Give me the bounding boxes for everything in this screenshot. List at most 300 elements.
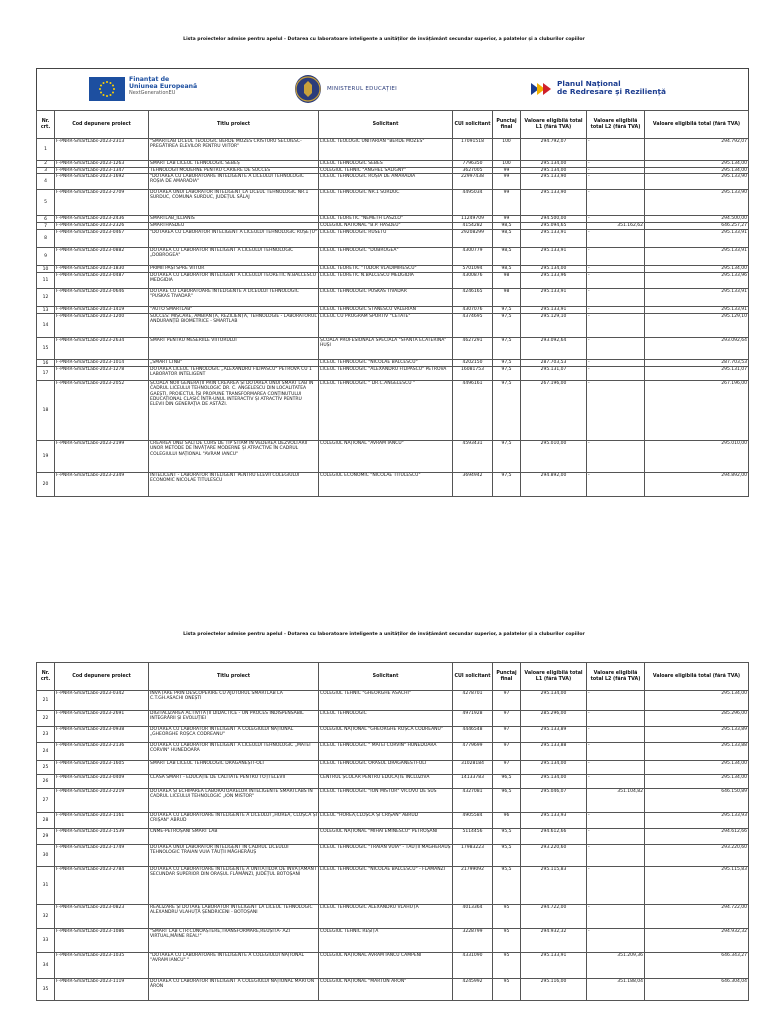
eligible-value-total-cell: 295.133,93 [645, 813, 749, 829]
project-code-cell: F-PNRR-SmartLabs-2023-1035 [55, 953, 149, 979]
eligible-value-total-cell: 295.133,88 [645, 743, 749, 761]
eligible-value-l1-cell: 295.134,00 [521, 761, 587, 775]
applicant-cell: LICEUL "HOREA,CLOȘCA ȘI CRIȘAN" ABRUD [319, 813, 453, 829]
row-number-cell: 15 [37, 338, 55, 360]
project-title-cell: SMART PENTRU MESERIILE VIITORULUI [149, 338, 319, 360]
project-title-cell: CREAREA UNEI SĂLI DE CURS DE TIP STIAM ÎN VEDEREA DEZVOLTĂRII UNOR METODE DE ÎNVĂȚARE MODERNE ȘI ATRACTIVE ÎN CADRUL COLEGIULUI NAȚIONAL "AVRAM IANCU" [149, 441, 319, 473]
applicant-cui-cell: 5701094 [453, 266, 493, 273]
eligible-value-total-cell: 293.092,64 [645, 338, 749, 360]
eligible-value-l1-cell: 267.196,00 [521, 381, 587, 441]
table-row [37, 174, 749, 190]
project-title-cell: "SMARTLAB LICEUL TEOLOGIC BERDE MOZES CRISTURU SECUIESC-PREGĂTIREA ELEVILOR PENTRU VIITOR" [149, 139, 319, 161]
eligible-value-l2-cell: - [587, 314, 645, 338]
eligible-value-l2-cell: - [587, 775, 645, 789]
applicant-cui-cell: 31028184 [453, 761, 493, 775]
project-title-cell: SMART LAB LICEUL TEHNOLOGIC SEBEȘ [149, 161, 319, 168]
row-number-cell: 19 [37, 441, 55, 473]
project-code-cell: F-PNRR-SmartLabs-2023-2313 [55, 139, 149, 161]
applicant-cui-cell: 4971928 [453, 711, 493, 727]
eligible-value-l1-cell: 295.116,00 [521, 979, 587, 1001]
applicant-cell: LICEUL TEHNOLOGIC "TRAIAN VUIA" - TĂUȚII MĂGHERĂUȘ [319, 845, 453, 867]
table-row [37, 905, 749, 929]
eligible-value-l2-cell: - [587, 813, 645, 829]
eligible-value-l1-cell: 294.500,00 [521, 216, 587, 223]
row-number-cell: 31 [37, 867, 55, 905]
applicant-cell: LICEUL TEORETIC "TUDOR VLADIMIRESCU" [319, 266, 453, 273]
project-title-cell: CNME-PETROȘANI SMART LAB [149, 829, 319, 845]
applicant-cell: LICEUL TEHNOLOGIC " MATEI CORVIN" HUNEDOARA [319, 743, 453, 761]
project-title-cell: DOTAREA CU LABORATOARE INTELIGENTE A LICEULUI „HOREA, CLOȘCA ȘI CRIȘAN" ABRUD [149, 813, 319, 829]
project-title-cell: "DOTAREA CU LABORATOARE INTELIGENTE A COLEGIULUI NAȚIONAL "AVRAM IANCU" " [149, 953, 319, 979]
eligible-value-l2-cell: - [587, 929, 645, 953]
applicant-cell: COLEGIUL ECONOMIC "NICOLAE TITULESCU" [319, 473, 453, 497]
final-score-cell: 95 [493, 953, 521, 979]
header-solicitant: Solicitant [319, 111, 453, 139]
applicant-cui-cell: 21799092 [453, 867, 493, 905]
project-code-cell: F-PNRR-SmartLabs-2023-1014 [55, 360, 149, 367]
applicant-cell: LICEUL TEHNOLOGIC NR.1 SURDUC [319, 190, 453, 216]
eligible-value-l1-cell: 295.133,96 [521, 273, 587, 289]
eligible-value-l2-cell: - [587, 338, 645, 360]
eligible-value-l1-cell: 285.296,00 [521, 711, 587, 727]
table-row [37, 360, 749, 367]
eligible-value-l2-cell: - [587, 473, 645, 497]
table-header-row [37, 663, 749, 691]
applicant-cui-cell: 3627005 [453, 168, 493, 174]
final-score-cell: 97,5 [493, 367, 521, 381]
project-title-cell: REALIZARE ȘI DOTARE LABORATOR INTELIGENT LA LICEUL TEHNOLOGIC ALEXANDRU VLAHUȚĂ ȘENDRICENI - BOTOȘANI [149, 905, 319, 929]
project-code-cell: F-PNRR-SmartLabs-2023-0823 [55, 905, 149, 929]
final-score-cell: 97,5 [493, 338, 521, 360]
project-title-cell: DOTAREA UNUI LABORATOR INTELIGENT LA LICEUL TEHNOLOGIC NR.1 SURDUC, COMUNA SURDUC, JUDEȚUL SĂLAJ [149, 190, 319, 216]
header-cui: CUI solicitant [453, 663, 493, 691]
eligible-value-total-cell: 295.133,96 [645, 273, 749, 289]
applicant-cell: COLEGIUL NATIONAL "B.P. HASDEU" [319, 223, 453, 230]
project-code-cell: F-PNRR-SmartLabs-2023-2634 [55, 338, 149, 360]
eligible-value-total-cell: 295.131,07 [645, 367, 749, 381]
row-number-cell: 26 [37, 775, 55, 789]
project-code-cell: F-PNRR-SmartLabs-2023-2784 [55, 867, 149, 905]
project-title-cell: DOTARE CU LABORATOARE INTELIGENTE A LICEULUI TEHNOLOGIC "PUSKAS TIVADAR" [149, 289, 319, 307]
project-code-cell: F-PNRR-SmartLabs-2023-0409 [55, 775, 149, 789]
applicant-cell: LICEUL CU PROGRAM SPORTIV "CETATE" [319, 314, 453, 338]
eligible-value-total-cell: 294.792,07 [645, 139, 749, 161]
final-score-cell: 97,5 [493, 307, 521, 314]
row-number-cell: 18 [37, 381, 55, 441]
applicant-cui-cell: 4331090 [453, 953, 493, 979]
project-title-cell: "DOTAREA CU LABORATOR INTELIGENT A LICEULUI TEHNOLOGIC RUȘEȚU" [149, 230, 319, 248]
eligible-value-l2-cell: 351.104,82 [587, 789, 645, 813]
table-row [37, 711, 749, 727]
final-score-cell: 97 [493, 691, 521, 711]
applicant-cell: COLEGIUL NAȚIONAL "GHEORGHE ROȘCA CODREANU" [319, 727, 453, 743]
eligible-value-total-cell: 285.296,00 [645, 711, 749, 727]
final-score-cell: 97,5 [493, 360, 521, 367]
romania-coat-of-arms-logo [295, 75, 321, 103]
eligible-value-l1-cell: 295.133,91 [521, 248, 587, 266]
eligible-value-l2-cell: - [587, 139, 645, 161]
final-score-cell: 100 [493, 161, 521, 168]
project-code-cell: F-PNRR-SmartLabs-2023-0487 [55, 273, 149, 289]
project-code-cell: F-PNRR-SmartLabs-2023-1200 [55, 314, 149, 338]
eligible-value-total-cell: 646.304,04 [645, 979, 749, 1001]
applicant-cell: LICEUL TEOLOGIC UNITARIAN "BERDE MOZES" [319, 139, 453, 161]
table-row [37, 307, 749, 314]
eligible-value-l2-cell: - [587, 905, 645, 929]
applicant-cell: LICEUL TEHNOLOGIC RUSETU [319, 230, 453, 248]
eligible-value-l2-cell: - [587, 174, 645, 190]
row-number-cell: 13 [37, 307, 55, 314]
final-score-cell: 98 [493, 289, 521, 307]
project-code-cell: F-PNRR-SmartLabs-2023-1419 [55, 307, 149, 314]
project-code-cell: F-PNRR-SmartLabs-2023-1539 [55, 829, 149, 845]
table-row [37, 441, 749, 473]
row-number-cell: 24 [37, 743, 55, 761]
row-number-cell: 16 [37, 360, 55, 367]
project-title-cell: PRIMII PAȘI SPRE VIITOR [149, 266, 319, 273]
project-code-cell: F-PNRR-SmartLabs-2023-1692 [55, 174, 149, 190]
eligible-value-l2-cell: - [587, 190, 645, 216]
eligible-value-l1-cell: 295.133,90 [521, 190, 587, 216]
applicant-cell: ȘCOALA PROFESIONALĂ SPECIALĂ "SFÂNTA ECATERINA" HUȘI [319, 338, 453, 360]
applicant-cui-cell: 14133783 [453, 775, 493, 789]
table-row [37, 223, 749, 230]
project-code-cell: F-PNRR-SmartLabs-2023-2326 [55, 223, 149, 230]
eligible-value-l1-cell: 295.133,91 [521, 230, 587, 248]
project-code-cell: F-PNRR-SmartLabs-2023-1830 [55, 266, 149, 273]
applicant-cell: LICEUL TEORETIC "NEMETH LASZLO" [319, 216, 453, 223]
table-row [37, 789, 749, 813]
eligible-value-total-cell: 295.133,91 [645, 230, 749, 248]
eligible-value-total-cell: 295.133,90 [645, 174, 749, 190]
applicant-cui-cell: 4374695 [453, 314, 493, 338]
row-number-cell: 5 [37, 190, 55, 216]
eligible-value-l1-cell: 293.220,60 [521, 845, 587, 867]
project-title-cell: SUCCES: MIȘCARE, AMBIANȚĂ, REZILIENȚĂ, TEHNOLOGIE - LABORATORUL ANDURANȚEI BIOMETRICE - SMARTLAB [149, 314, 319, 338]
final-score-cell: 97 [493, 727, 521, 743]
project-code-cell: F-PNRR-SmartLabs-2023-0882 [55, 248, 149, 266]
applicant-cui-cell: 3694942 [453, 473, 493, 497]
eligible-value-l1-cell: 294.792,07 [521, 139, 587, 161]
row-number-cell: 6 [37, 216, 55, 223]
table-row [37, 190, 749, 216]
project-title-cell: DOTAREA ȘI ECHIPAREA LABORATOARELOR INTELIGENTE SMARTLABS ÎN CADRUL LICEULUI TEHNOLOGIC „ION MISTOR" [149, 789, 319, 813]
applicant-cui-cell: 22997438 [453, 174, 493, 190]
eligible-value-l2-cell: - [587, 867, 645, 905]
eligible-value-l2-cell: - [587, 367, 645, 381]
row-number-cell: 30 [37, 845, 55, 867]
table-row [37, 314, 749, 338]
row-number-cell: 33 [37, 929, 55, 953]
project-code-cell: F-PNRR-SmartLabs-2023-1161 [55, 813, 149, 829]
row-number-cell: 35 [37, 979, 55, 1001]
eligible-value-l1-cell: 295.133,93 [521, 813, 587, 829]
eligible-value-total-cell: 295.134,00 [645, 691, 749, 711]
final-score-cell: 97 [493, 743, 521, 761]
eligible-value-l1-cell: 294.892,00 [521, 473, 587, 497]
applicant-cui-cell: 4300779 [453, 248, 493, 266]
row-number-cell: 17 [37, 367, 55, 381]
applicant-cell: COLEGIUL NAȚIONAL "MARTON ARON" [319, 979, 453, 1001]
final-score-cell: 99 [493, 174, 521, 190]
project-title-cell: ÎNVĂȚARE PRIN DESCOPERIRE CU AJUTORUL SMARTLAB LA C.T.GH.ASACHI ONEȘTI [149, 691, 319, 711]
final-score-cell: 95 [493, 905, 521, 929]
row-number-cell: 11 [37, 273, 55, 289]
eligible-value-l2-cell: - [587, 216, 645, 223]
applicant-cui-cell: 29208299 [453, 230, 493, 248]
final-score-cell: 96,5 [493, 789, 521, 813]
project-code-cell: F-PNRR-SmartLabs-2023-2136 [55, 743, 149, 761]
project-code-cell: F-PNRR-SmartLabs-2023-1605 [55, 761, 149, 775]
table-row [37, 727, 749, 743]
eligible-value-l2-cell: - [587, 168, 645, 174]
project-code-cell: F-PNRR-SmartLabs-2023-1749 [55, 845, 149, 867]
project-title-cell: SMARTLAB_ILLIANIS [149, 216, 319, 223]
project-code-cell: F-PNRR-SmartLabs-2023-1278 [55, 367, 149, 381]
final-score-cell: 96,5 [493, 775, 521, 789]
table-row [37, 367, 749, 381]
final-score-cell: 97 [493, 761, 521, 775]
applicant-cell: CENTRUL ȘCOLAR PENTRU EDUCAȚIE INCLUZIVĂ [319, 775, 453, 789]
applicant-cui-cell: 4495034 [453, 190, 493, 216]
eligible-value-l1-cell: 295.133,91 [521, 307, 587, 314]
header-solicitant: Solicitant [319, 663, 453, 691]
projects-table-page-2 [36, 662, 749, 1001]
header-cod: Cod depunere proiect [55, 111, 149, 139]
final-score-cell: 95,5 [493, 829, 521, 845]
project-title-cell: DOTAREA CU LABORATOARE INTELIGENTE A UNITĂȚILOR DE ÎNVĂȚĂMÂNT SECUNDAR SUPERIOR DIN ORAȘUL FLĂMÂNZI, JUDEȚUL BOTOȘANI [149, 867, 319, 905]
project-title-cell: DOTAREA CU LABORATOR INTELIGENT A COLEGIULUI NAȚIONAL MARTON ÁRON [149, 979, 319, 1001]
eligible-value-total-cell: 295.134,00 [645, 168, 749, 174]
project-title-cell: DOTAREA LICEUL TEHNOLOGIC „ALEXANDRU FILIPASCU" PETROVA CU 1 LABORATOR INTELIGENT [149, 367, 319, 381]
document-title: Lista proiectelor admise pentru apelul - Dotarea cu laboratoare inteligente a unităților de învățământ secundar superior, a palatelor și a cluburilor copiilor [183, 37, 585, 42]
table-row [37, 289, 749, 307]
eligible-value-total-cell: 295.115,83 [645, 867, 749, 905]
project-code-cell: F-PNRR-SmartLabs-2023-2436 [55, 216, 149, 223]
table-row [37, 338, 749, 360]
eligible-value-l2-cell: - [587, 711, 645, 727]
applicant-cui-cell: 7796350 [453, 161, 493, 168]
eligible-value-l1-cell: 295.133,89 [521, 727, 587, 743]
eligible-value-total-cell: 295.129,10 [645, 314, 749, 338]
applicant-cui-cell: 4446548 [453, 727, 493, 743]
final-score-cell: 97,5 [493, 473, 521, 497]
eligible-value-total-cell: 295.010,00 [645, 441, 749, 473]
applicant-cell: LICEUL TEHNOLOGIC ROȘIA DE AMARADIA [319, 174, 453, 190]
row-number-cell: 10 [37, 266, 55, 273]
eligible-value-l1-cell: 295.134,00 [521, 691, 587, 711]
table-row [37, 273, 749, 289]
row-number-cell: 27 [37, 789, 55, 813]
eligible-value-total-cell: 294.612,66 [645, 829, 749, 845]
applicant-cell: COLEGIUL TEHNIC "GHEORGHE ASACHI" [319, 691, 453, 711]
applicant-cui-cell: 4496161 [453, 381, 493, 441]
applicant-cell: LICEUL TEHNOLOGIC ORASUL DRAGANESTI-OLT [319, 761, 453, 775]
applicant-cui-cell: 4278701 [453, 691, 493, 711]
table-row [37, 248, 749, 266]
project-title-cell: DOTAREA CU LABORATOR INTELIGENT A LICEULUI TEHNOLOGIC „MATEI CORVIN" HUNEDOARA [149, 743, 319, 761]
eligible-value-total-cell: 295.134,00 [645, 775, 749, 789]
table-row [37, 761, 749, 775]
row-number-cell: 32 [37, 905, 55, 929]
applicant-cell: LICEUL TEHNOLOGIC "ALEXANDRU FILIPASCU" PETROVA [319, 367, 453, 381]
projects-table-page-1 [36, 110, 749, 497]
table-row [37, 813, 749, 829]
project-title-cell: "DOTAREA CU LABORATOARE INTELIGENTE A LICEULUI TEHNOLOGIC ROȘIA DE AMARADIA" [149, 174, 319, 190]
applicant-cui-cell: 17983223 [453, 845, 493, 867]
eligible-value-l2-cell: - [587, 248, 645, 266]
project-title-cell: „SMART LTNB" [149, 360, 319, 367]
applicant-cui-cell: 4307076 [453, 307, 493, 314]
document-title: Lista proiectelor admise pentru apelul - Dotarea cu laboratoare inteligente a unităților de învățământ secundar superior, a palatelor și a cluburilor copiilor [183, 632, 585, 637]
project-title-cell: CLASA SMART - EDUCAȚIE DE CALITATE PENTRU TOȚI ELEVII [149, 775, 319, 789]
eligible-value-total-cell: 295.133,91 [645, 248, 749, 266]
row-number-cell: 28 [37, 813, 55, 829]
eligible-value-total-cell: 295.133,91 [645, 307, 749, 314]
applicant-cui-cell: 4154282 [453, 223, 493, 230]
eligible-value-l2-cell: - [587, 829, 645, 845]
applicant-cell: LICEUL TEHNOLOGIC [319, 711, 453, 727]
eligible-value-l2-cell: - [587, 266, 645, 273]
final-score-cell: 96 [493, 813, 521, 829]
applicant-cui-cell: 4013364 [453, 905, 493, 929]
eu-flag-logo [89, 77, 125, 101]
final-score-cell: 99 [493, 216, 521, 223]
final-score-cell: 97,5 [493, 441, 521, 473]
row-number-cell: 12 [37, 289, 55, 307]
table-row [37, 139, 749, 161]
applicant-cui-cell: 5114456 [453, 829, 493, 845]
final-score-cell: 99 [493, 190, 521, 216]
applicant-cell: LICEUL TEHNOLOGIC " DR.C.ANGELESCU " [319, 381, 453, 441]
final-score-cell: 98 [493, 273, 521, 289]
final-score-cell: 97,5 [493, 314, 521, 338]
applicant-cui-cell: 4245992 [453, 979, 493, 1001]
header-l1: Valoare eligibilă total L1 (fără TVA) [521, 663, 587, 691]
applicant-cell: LICEUL TEHNOLOGIC "NICOLAE BĂLCESCU" - FLĂMÂNZI [319, 867, 453, 905]
applicant-cell: COLEGIUL NAȚIONAL "AVRAM IANCU" [319, 441, 453, 473]
eligible-value-l1-cell: 294.932,32 [521, 929, 587, 953]
row-number-cell: 22 [37, 711, 55, 727]
eligible-value-total-cell: 295.134,00 [645, 761, 749, 775]
header-l2: Valoare eligibilă total L2 (fără TVA) [587, 111, 645, 139]
project-code-cell: F-PNRR-SmartLabs-2023-2709 [55, 190, 149, 216]
final-score-cell: 98,5 [493, 248, 521, 266]
project-title-cell: SMART LAB LICEUL TEHNOLOGIC DRĂGĂNEȘTI-OLT [149, 761, 319, 775]
eligible-value-l1-cell: 295.134,00 [521, 161, 587, 168]
row-number-cell: 4 [37, 174, 55, 190]
eligible-value-l2-cell: - [587, 161, 645, 168]
final-score-cell: 98,5 [493, 266, 521, 273]
final-score-cell: 100 [493, 139, 521, 161]
project-code-cell: F-PNRR-SmartLabs-2023-1086 [55, 929, 149, 953]
table-row [37, 867, 749, 905]
eligible-value-l1-cell: 295.094,65 [521, 223, 587, 230]
eligible-value-l2-cell: 351.162,62 [587, 223, 645, 230]
eligible-value-total-cell: 294.892,00 [645, 473, 749, 497]
table-row [37, 743, 749, 761]
eligible-value-l1-cell: 295.133,91 [521, 953, 587, 979]
project-code-cell: F-PNRR-SmartLabs-2023-2052 [55, 381, 149, 441]
table-row [37, 845, 749, 867]
final-score-cell: 95,5 [493, 845, 521, 867]
applicant-cui-cell: 11249709 [453, 216, 493, 223]
eligible-value-total-cell: 267.196,00 [645, 381, 749, 441]
eligible-value-l2-cell: - [587, 727, 645, 743]
eligible-value-total-cell: 295.134,00 [645, 161, 749, 168]
table-row [37, 266, 749, 273]
eligible-value-l2-cell: - [587, 360, 645, 367]
project-code-cell: F-PNRR-SmartLabs-2023-2199 [55, 441, 149, 473]
project-title-cell: SMARTHASDEU [149, 223, 319, 230]
eligible-value-l1-cell: 294.612,66 [521, 829, 587, 845]
applicant-cui-cell: 4627291 [453, 338, 493, 360]
eu-funding-text: Finanțat de Uniunea Europeană NextGenerationEU [129, 76, 198, 96]
pnrr-title: Planul Național de Redresare și Reziliență [557, 79, 667, 96]
table-row [37, 216, 749, 223]
project-title-cell: DOTAREA CU LABORATOR INTELIGENT A LICEULUI TEHNOLOGIC „DOBROGEA" [149, 248, 319, 266]
eligible-value-total-cell: 287.703,53 [645, 360, 749, 367]
row-number-cell: 2 [37, 161, 55, 168]
applicant-cell: COLEGIUL NAȚIONAL AVRAM IANCU CÂMPENI [319, 953, 453, 979]
header-total: Valoare eligibilă total (fără TVA) [645, 663, 749, 691]
header-nr: Nr. crt. [37, 111, 55, 139]
project-code-cell: F-PNRR-SmartLabs-2023-0467 [55, 230, 149, 248]
applicant-cui-cell: 4905584 [453, 813, 493, 829]
row-number-cell: 7 [37, 223, 55, 230]
table-row [37, 691, 749, 711]
eligible-value-l1-cell: 295.046,07 [521, 789, 587, 813]
table-row [37, 929, 749, 953]
eligible-value-l1-cell: 295.133,91 [521, 289, 587, 307]
row-number-cell: 20 [37, 473, 55, 497]
row-number-cell: 29 [37, 829, 55, 845]
project-code-cell: F-PNRR-SmartLabs-2023-1119 [55, 979, 149, 1001]
applicant-cell: LICEUL TEHNOLOGIC "DOBROGEA" [319, 248, 453, 266]
applicant-cell: COLEGIUL TEHNIC REȘIȚA [319, 929, 453, 953]
eligible-value-total-cell: 294.500,00 [645, 216, 749, 223]
applicant-cui-cell: 4327081 [453, 789, 493, 813]
eligible-value-l1-cell: 294.722,00 [521, 905, 587, 929]
eligible-value-l2-cell: - [587, 230, 645, 248]
row-number-cell: 14 [37, 314, 55, 338]
row-number-cell: 3 [37, 168, 55, 174]
eligible-value-l1-cell: 295.134,00 [521, 266, 587, 273]
final-score-cell: 99 [493, 168, 521, 174]
header-punctaj: Punctaj final [493, 111, 521, 139]
project-title-cell: DOTAREA CU LABORATOR INTELIGENT A LICEULUI TEORETIC N.BĂLCESCU MEDGIDIA [149, 273, 319, 289]
eligible-value-l2-cell: 351.188,04 [587, 979, 645, 1001]
project-code-cell: F-PNRR-SmartLabs-2023-0342 [55, 691, 149, 711]
eligible-value-l1-cell: 295.134,00 [521, 168, 587, 174]
table-row [37, 161, 749, 168]
eligible-value-total-cell: 295.133,91 [645, 289, 749, 307]
applicant-cell: LICEUL TEHNOLOGIC ALEXANDRU VLAHUȚĂ [319, 905, 453, 929]
project-title-cell: DOTAREA CU LABORATOR INTELIGENT A COLEGIULUI NAȚIONAL „GHEORGHE ROȘCA CODREANU" [149, 727, 319, 743]
final-score-cell: 95 [493, 979, 521, 1001]
applicant-cui-cell: 4202150 [453, 360, 493, 367]
row-number-cell: 25 [37, 761, 55, 775]
final-score-cell: 95 [493, 929, 521, 953]
row-number-cell: 21 [37, 691, 55, 711]
applicant-cell: LICEUL TEHNOLOGIC "ION MISTOR" VICOVU DE SUS [319, 789, 453, 813]
row-number-cell: 34 [37, 953, 55, 979]
project-code-cell: F-PNRR-SmartLabs-2023-2691 [55, 711, 149, 727]
table-row [37, 979, 749, 1001]
table-row [37, 953, 749, 979]
applicant-cell: LICEUL TEHNOLOGIC SEBES [319, 161, 453, 168]
logo-banner [36, 68, 749, 111]
